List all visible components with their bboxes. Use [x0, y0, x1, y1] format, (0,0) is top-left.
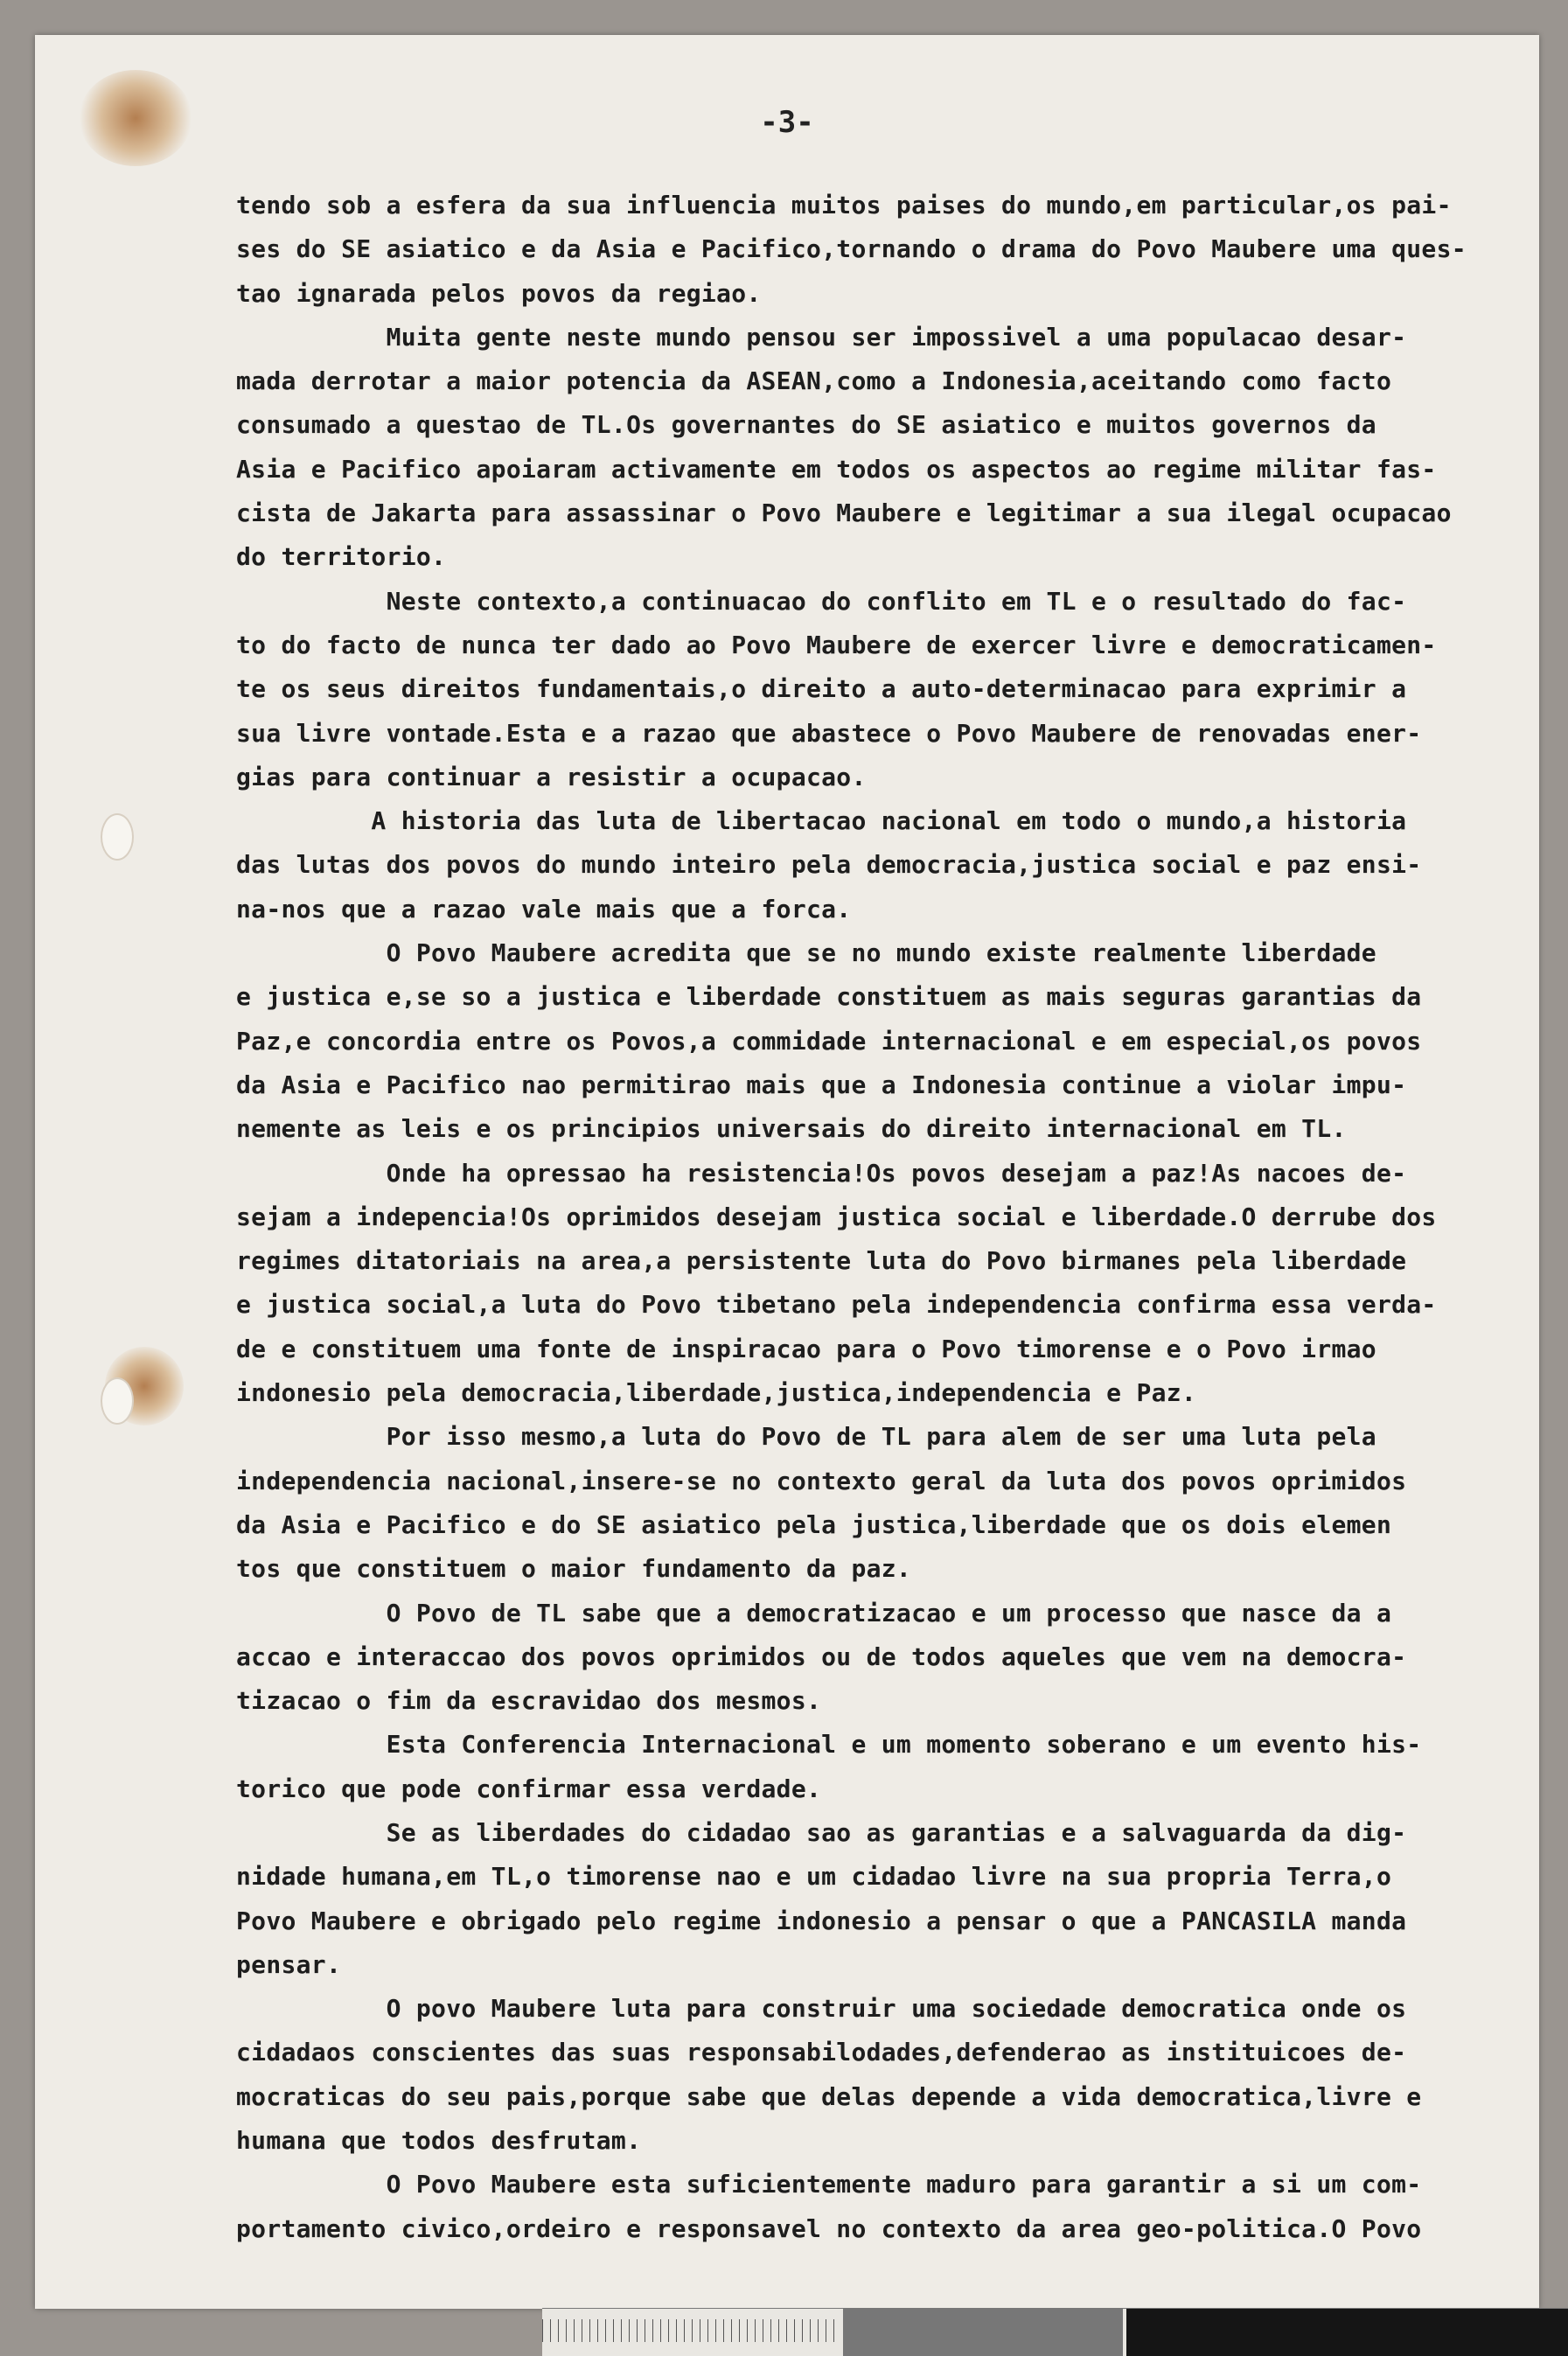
text-line: ses do SE asiatico e da Asia e Pacifico,tornando o drama do Povo Maubere uma ques- — [236, 234, 1467, 264]
text-line: Onde ha opressao ha resistencia!Os povos desejam a paz!As nacoes de- — [236, 1158, 1407, 1188]
text-line: e justica e,se so a justica e liberdade constituem as mais seguras garantias da — [236, 982, 1422, 1012]
text-line: Paz,e concordia entre os Povos,a commidade internacional e em especial,os povos — [236, 1026, 1422, 1056]
text-line: mocraticas do seu pais,porque sabe que delas depende a vida democratica,livre e — [236, 2081, 1422, 2111]
text-line: na-nos que a razao vale mais que a forca. — [236, 894, 852, 924]
text-line: cista de Jakarta para assassinar o Povo Maubere e legitimar a sua ilegal ocupacao — [236, 498, 1452, 528]
text-line: Muita gente neste mundo pensou ser impossivel a uma populacao desar- — [236, 322, 1407, 352]
punch-hole — [101, 1377, 134, 1425]
text-line: indonesio pela democracia,liberdade,justica,independencia e Paz. — [236, 1378, 1197, 1408]
text-line: humana que todos desfrutam. — [236, 2126, 642, 2156]
color-scale-ruler — [542, 2308, 1568, 2356]
text-line: tos que constituem o maior fundamento da paz. — [236, 1554, 912, 1584]
text-line: mada derrotar a maior potencia da ASEAN,como a Indonesia,aceitando como facto — [236, 366, 1392, 396]
text-line: nidade humana,em TL,o timorense nao e um cidadao livre na sua propria Terra,o — [236, 1862, 1392, 1892]
text-line: accao e interaccao dos povos oprimidos ou de todos aqueles que vem na democra- — [236, 1642, 1407, 1671]
text-line: O Povo de TL sabe que a democratizacao e um processo que nasce da a — [236, 1598, 1392, 1628]
text-line: do territorio. — [236, 542, 447, 572]
text-line: Povo Maubere e obrigado pelo regime indonesio a pensar o que a PANCASILA manda — [236, 1906, 1407, 1935]
text-line: O Povo Maubere acredita que se no mundo existe realmente liberdade — [236, 938, 1376, 968]
text-line: e justica social,a luta do Povo tibetano pela independencia confirma essa verda- — [236, 1290, 1437, 1320]
text-line: Por isso mesmo,a luta do Povo de TL para alem de ser uma luta pela — [236, 1422, 1376, 1452]
text-line: to do facto de nunca ter dado ao Povo Maubere de exercer livre e democraticamen- — [236, 630, 1437, 659]
text-line: cidadaos conscientes das suas responsabilodades,defenderao as instituicoes de- — [236, 2038, 1407, 2067]
punch-hole — [101, 813, 134, 861]
page-number: -3- — [760, 105, 814, 140]
black-swatch — [1126, 2309, 1568, 2356]
text-line: gias para continuar a resistir a ocupacao. — [236, 762, 867, 791]
text-line: A historia das luta de libertacao nacional em todo o mundo,a historia — [236, 806, 1407, 836]
text-line: da Asia e Pacifico e do SE asiatico pela justica,liberdade que os dois elemen — [236, 1509, 1392, 1539]
body-text — [236, 184, 1504, 2251]
text-line: torico que pode confirmar essa verdade. — [236, 1774, 822, 1803]
text-line: Asia e Pacifico apoiaram activamente em todos os aspectos ao regime militar fas- — [236, 454, 1437, 484]
text-line: tizacao o fim da escravidao dos mesmos. — [236, 1686, 822, 1716]
text-line: Esta Conferencia Internacional e um momento soberano e um evento his- — [236, 1730, 1422, 1760]
text-line: O Povo Maubere esta suficientemente maduro para garantir a si um com- — [236, 2170, 1422, 2199]
text-line: tao ignarada pelos povos da regiao. — [236, 278, 762, 308]
text-line: Neste contexto,a continuacao do conflito em TL e o resultado do fac- — [236, 586, 1407, 616]
text-line: te os seus direitos fundamentais,o direito a auto-determinacao para exprimir a — [236, 674, 1407, 704]
text-line: regimes ditatoriais na area,a persistente luta do Povo birmanes pela liberdade — [236, 1246, 1407, 1276]
text-line: das lutas dos povos do mundo inteiro pela democracia,justica social e paz ensi- — [236, 850, 1422, 880]
grey-swatch — [843, 2309, 1123, 2356]
text-line: independencia nacional,insere-se no contexto geral da luta dos povos oprimidos — [236, 1466, 1407, 1495]
typewritten-page — [35, 35, 1539, 2309]
text-line: Se as liberdades do cidadao sao as garantias e a salvaguarda da dig- — [236, 1817, 1407, 1847]
text-line: de e constituem uma fonte de inspiracao para o Povo timorense e o Povo irmao — [236, 1334, 1376, 1363]
text-line: pensar. — [236, 1949, 342, 1979]
ruler-ticks — [542, 2319, 840, 2342]
text-line: portamento civico,ordeiro e responsavel no contexto da area geo-politica.O Povo — [236, 2213, 1422, 2243]
text-line: sejam a indepencia!Os oprimidos desejam justica social e liberdade.O derrube dos — [236, 1202, 1437, 1231]
text-line: consumado a questao de TL.Os governantes do SE asiatico e muitos governos da — [236, 410, 1376, 440]
text-line: tendo sob a esfera da sua influencia muitos paises do mundo,em particular,os pai- — [236, 191, 1452, 220]
text-line: da Asia e Pacifico nao permitirao mais que a Indonesia continue a violar impu- — [236, 1070, 1407, 1099]
text-line: O povo Maubere luta para construir uma sociedade democratica onde os — [236, 1994, 1407, 2024]
text-line: sua livre vontade.Esta e a razao que abastece o Povo Maubere de renovadas ener- — [236, 718, 1422, 748]
text-line: nemente as leis e os principios universais do direito internacional em TL. — [236, 1114, 1347, 1144]
